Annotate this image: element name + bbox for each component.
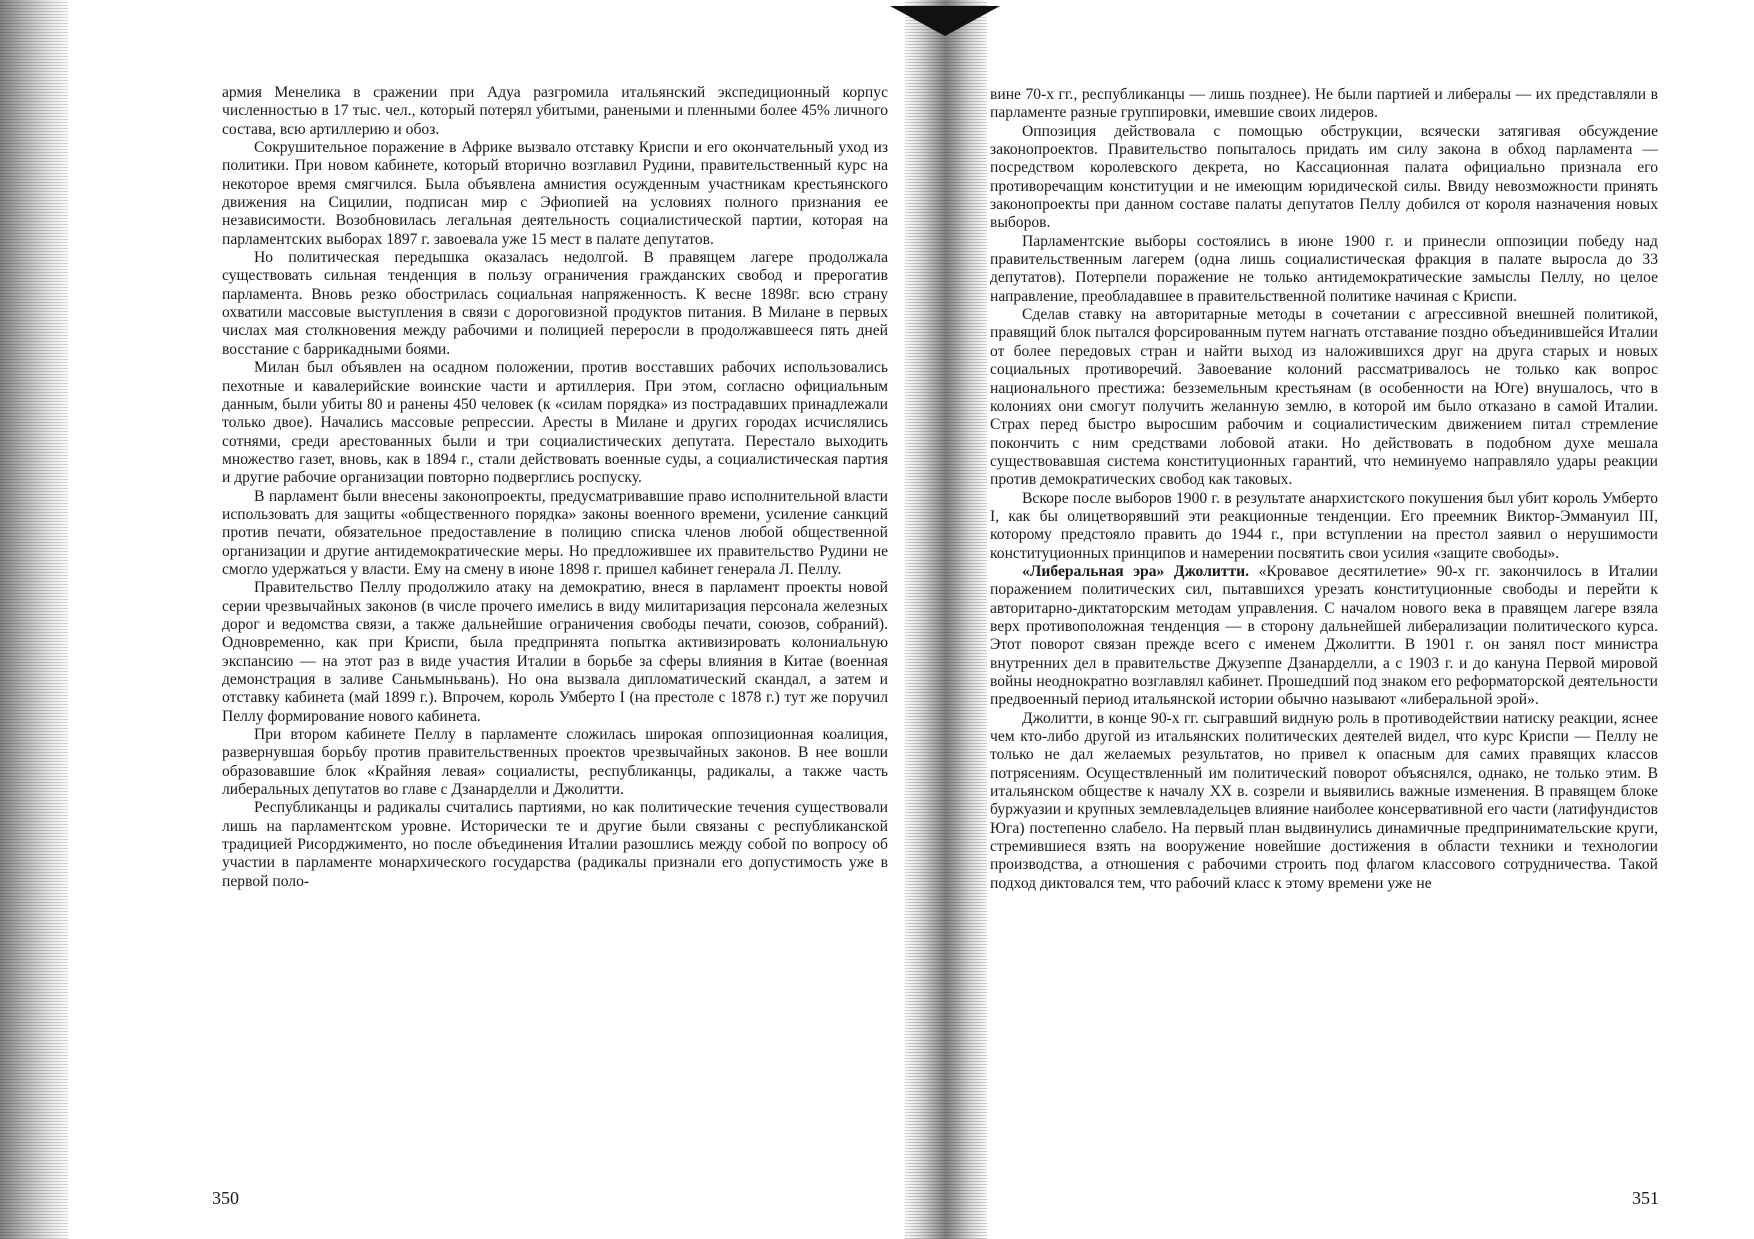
paragraph: В парламент были внесены законопроекты, предусматривавшие право исполнительной власти использовать для защиты «общественного порядка» законы военного времени, усиление санкций против печати, обязательное предоставление в полицию списка членов любой общественной организации и другие антидемократические меры. Но предложившее их правительство Рудини не смогло удержаться у власти. Ему на смену в июне 1898 г. пришел кабинет генерала Л. Пеллу. [222, 487, 888, 578]
paragraph: Милан был объявлен на осадном положении, против восставших рабочих использовались пехотные и кавалерийские воинские части и артиллерия. При этом, согласно официальным данным, были убиты 80 и ранены 450 человек (к «силам порядка» из пострадавших принадлежали только двое). Начались массовые репрессии. Аресты в Милане и других городах исчислялись сотнями, среди арестованных были и три социалистических депутата. Перестало выходить множество газет, вновь, как в 1894 г., стали действовать военные суды, а социалистическая партия и другие рабочие организации повторно подверглись роспуску. [222, 359, 888, 487]
gutter-shadow [890, 6, 1000, 36]
section-paragraph [990, 563, 1658, 710]
paragraph-text: «Кровавое десятилетие» 90-х гг. закончилось в Италии поражением политических сил, пытавшихся урезать конституционные свободы и перейти к авторитарно-диктаторским методам управления. С началом нового века в правящем лагере взяла верх противоположная тенденция — в сторону дальнейшей либерализации политического курса. Этот поворот связан прежде всего с именем Джолитти. В 1901 г. он занял пост министра внутренних дел в правительстве Джузеппе Дзанарделли, а с 1903 г. и до кануна Первой мировой войны неоднократно возглавлял кабинет. Прошедший под знаком его реформаторской деятельности предвоенный период итальянской истории обычно называют «либеральной эрой». [990, 562, 1658, 709]
paragraph: Сделав ставку на авторитарные методы в сочетании с агрессивной внешней политикой, правящий блок пытался форсированным путем нагнать отставание поздно объединившейся Италии от более передовых стран и найти выход из наложившихся друг на друга старых и новых социальных противоречий. Завоевание колоний рассматривалось не только как вопрос национального престижа: безземельным крестьянам (в особенности на Юге) внушалось, что в колониях они смогут получить желанную землю, в которой им было отказано в самой Италии. Страх перед быстро выросшим рабочим и социалистическим движением питал стремление покончить с ним средствами лобовой атаки. Но действовать в подобном духе мешала существовавшая система конституционных гарантий, что неминуемо направляло удары реакции против демократических свобод как таковых. [990, 306, 1658, 489]
section-heading: «Либеральная эра» Джолитти. [1022, 562, 1250, 580]
paragraph: Сокрушительное поражение в Африке вызвало отставку Криспи и его окончательный уход из политики. При новом кабинете, который вторично возглавил Рудини, правительственный курс на некоторое время смягчился. Была объявлена амнистия осужденным участникам крестьянского движения на Сицилии, подписан мир с Эфиопией на условиях полного признания ее независимости. Возобновилась легальная деятельность социалистической партии, которая на парламентских выборах 1897 г. завоевала уже 15 мест в палате депутатов. [222, 139, 888, 248]
paragraph: Вскоре после выборов 1900 г. в результате анархистского покушения был убит король Умберто I, как бы олицетворявший эти реакционные тенденции. Его преемник Виктор-Эммануил III, которому предстояло править до 1944 г., при вступлении на престол заявил о нерушимости конституционных принципов и намерении посвятить свои усилия «защите свободы». [990, 489, 1658, 562]
paragraph: Но политическая передышка оказалась недолгой. В правящем лагере продолжала существовать сильная тенденция в пользу ограничения гражданских свобод и прерогатив парламента. Вновь резко обострилась социальная напряженность. К весне 1898г. всю страну охватили массовые выступления в связи с дороговизной продуктов питания. В Милане в первых числах мая столкновения между рабочими и полицией переросли в продолжавшееся пять дней восстание с баррикадными боями. [222, 249, 888, 358]
paragraph: Оппозиция действовала с помощью обструкции, всячески затягивая обсуждение законопроектов. Правительство попыталось придать им силу закона в обход парламента — посредством королевского декрета, но Кассационная палата официально признала его противоречащим конституции и не имеющим юридической силы. Ввиду невозможности принять законопроекты при данном составе палаты депутатов Пеллу добился от короля назначения новых выборов. [990, 122, 1658, 232]
paragraph: При втором кабинете Пеллу в парламенте сложилась широкая оппозиционная коалиция, развернувшая борьбу против правительственных проектов чрезвычайных законов. В нее вошли образовавшие блок «Крайняя левая» социалисты, республиканцы, радикалы, а также часть либеральных депутатов во главе с Дзанарделли и Джолитти. [222, 726, 888, 799]
paragraph: Правительство Пеллу продолжило атаку на демократию, внеся в парламент проекты новой серии чрезвычайных законов (в числе прочего имелись в виду милитаризация персонала железных дорог и ведомства связи, а также дальнейшие ограничения свободы печати, союзов, собраний). Одновременно, как при Криспи, была предпринята попытка активизировать колониальную экспансию — на этот раз в виде участия Италии в борьбе за сферы влияния в Китае (военная демонстрация в заливе Саньмыньвань). Но она вызвала дипломатический скандал, а затем и отставку кабинета (май 1899 г.). Впрочем, король Умберто I (на престоле с 1878 г.) тут же поручил Пеллу формирование нового кабинета. [222, 579, 888, 725]
paragraph: Джолитти, в конце 90-х гг. сыгравший видную роль в противодействии натиску реакции, яснее чем кто-либо другой из итальянских политических деятелей видел, что курс Криспи — Пеллу не только не дал желаемых результатов, но привел к опасным для самих правящих классов потрясениям. Осуществленный им политический поворот объяснялся, однако, не только этим. В итальянском обществе к началу XX в. созрели и выявились важные изменения. В правящем блоке буржуазии и крупных землевладельцев влияние наиболее консервативной его части (латифундистов Юга) постепенно слабело. На первый план выдвинулись динамичные предпринимательские круги, стремившиеся взять на вооружение новейшие достижения в области техники и технологии производства, а отношения с рабочими строить под флагом классового сотрудничества. Такой подход диктовался тем, что рабочий класс к этому времени уже не [990, 709, 1658, 892]
scan-left-edge [0, 0, 68, 1239]
paragraph: Республиканцы и радикалы считались партиями, но как политические течения существовали лишь на парламентском уровне. Исторически те и другие были связаны с республиканской традицией Рисорджименто, но после объединения Италии разошлись между собой по вопросу об участии в парламенте монархического государства (радикалы признали его допустимость уже в первой поло- [222, 799, 888, 890]
page-number-right: 351 [1632, 1188, 1659, 1208]
book-gutter [905, 0, 987, 1239]
paragraph: армия Менелика в сражении при Адуа разгромила итальянский экспедиционный корпус численностью в 17 тыс. чел., который потерял убитыми, ранеными и пленными более 45% личного состава, всю артиллерию и обоз. [222, 84, 888, 138]
page-number-left: 350 [212, 1188, 239, 1208]
paragraph: вине 70-х гг., республиканцы — лишь позднее). Не были партией и либералы — их представляли в парламенте разные группировки, имевшие своих лидеров. [990, 86, 1658, 122]
left-page [222, 84, 888, 891]
right-page [990, 86, 1658, 893]
paragraph: Парламентские выборы состоялись в июне 1900 г. и принесли оппозиции победу над правительственным лагерем (одна лишь социалистическая фракция в палате выросла до 33 депутатов). Потерпели поражение не только антидемократические замыслы Пеллу, но целое направление, преобладавшее в правительственной политике начиная с Криспи. [990, 232, 1658, 305]
